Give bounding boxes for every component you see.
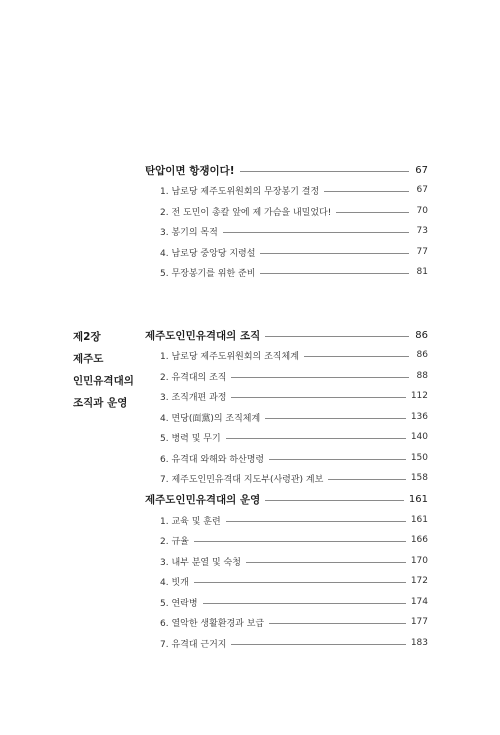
toc-entry [145,345,428,365]
toc-page-number: 112 [410,391,428,401]
leader-line [231,397,405,398]
leader-line [226,438,406,439]
toc-page-number: 150 [410,453,428,463]
toc-page-number: 174 [410,597,428,607]
toc-title: 제주도인민유격대의 운영 [145,493,261,506]
toc-title: 1. 남로당 제주도위원회의 무장봉기 결정 [160,186,320,197]
toc-page-number: 183 [410,638,428,648]
toc-title: 3. 조직개편 과정 [160,392,227,403]
leader-line [324,191,409,192]
toc-page-number: 88 [416,371,428,381]
leader-line [194,582,406,583]
toc-title: 4. 남로당 중앙당 지령설 [160,248,256,259]
toc-entry [145,180,428,200]
toc-page-number: 77 [416,247,428,257]
toc-title: 6. 열악한 생활환경과 보급 [160,618,265,629]
toc-title: 5. 무장봉기를 위한 준비 [160,268,256,279]
toc-entry [145,221,428,241]
toc-page-number: 161 [410,515,428,525]
toc-section [145,325,428,345]
toc-page-number: 177 [410,617,428,627]
leader-line [336,212,409,213]
toc-title: 제주도인민유격대의 조직 [145,329,261,342]
toc-entry [145,530,428,550]
toc-entry [145,366,428,386]
leader-line [226,521,406,522]
leader-line [328,479,406,480]
toc-entry [145,468,428,488]
toc-title: 탄압이면 항쟁이다! [145,164,235,177]
leader-line [265,500,404,501]
toc-section [145,489,428,509]
toc-title: 2. 전 도민이 총칼 앞에 제 가슴을 내밀었다! [160,207,332,218]
toc-page-number: 67 [415,164,428,176]
toc-title: 1. 교육 및 훈련 [160,516,221,527]
toc-entry [145,386,428,406]
toc-page-number: 166 [410,535,428,545]
toc-title: 1. 남로당 제주도위원회의 조직체계 [160,351,299,362]
toc-title: 4. 면당(面黨)의 조직체계 [160,413,261,424]
toc-page-number: 161 [408,493,428,505]
toc-page-number: 158 [410,473,428,483]
toc-page-number: 170 [410,556,428,566]
toc-entry [145,510,428,530]
toc-page-number: 70 [416,206,428,216]
toc-page-number: 136 [410,412,428,422]
leader-line [223,232,409,233]
toc-page-number: 81 [416,267,428,277]
chapter-heading [73,326,143,414]
leader-line [260,273,409,274]
chapter-title-line: 제주도 [73,353,104,365]
toc-title: 4. 빗개 [160,577,189,588]
toc-title: 7. 유격대 근거지 [160,639,227,650]
leader-line [246,562,406,563]
toc-entry [145,262,428,282]
toc-title: 6. 유격대 와해와 하산명령 [160,454,265,465]
toc-title: 5. 병력 및 무기 [160,433,221,444]
toc-title: 3. 봉기의 목적 [160,227,218,238]
toc-entry [145,592,428,612]
toc-title: 7. 제주도인민유격대 지도부(사령관) 계보 [160,474,324,485]
toc-entry [145,448,428,468]
toc-entry [145,201,428,221]
leader-line [203,603,406,604]
leader-line [265,418,406,419]
leader-line [304,356,409,357]
leader-line [269,623,406,624]
leader-line [269,459,406,460]
toc-entry [145,571,428,591]
toc-page-number: 86 [415,329,428,341]
toc-entry [145,612,428,632]
toc-page-number: 73 [416,226,428,236]
toc-title: 5. 연락병 [160,598,198,609]
leader-line [231,377,409,378]
chapter-title-line: 조직과 운영 [73,397,128,409]
leader-line [260,253,409,254]
leader-line [231,644,405,645]
leader-line [265,336,409,337]
toc-entry [145,242,428,262]
toc-entry [145,633,428,653]
toc-entry [145,407,428,427]
toc-title: 2. 규율 [160,536,189,547]
leader-line [240,171,409,172]
toc-page-number: 172 [410,576,428,586]
leader-line [194,541,406,542]
chapter-number: 제2장 [73,331,101,343]
toc-page-number: 86 [416,350,428,360]
toc-title: 3. 내부 분열 및 숙청 [160,557,241,568]
toc-entry [145,427,428,447]
toc-entry [145,551,428,571]
toc-section [145,160,428,180]
toc-page-number: 140 [410,432,428,442]
chapter-title-line: 인민유격대의 [73,375,134,387]
toc-title: 2. 유격대의 조직 [160,372,227,383]
toc-page-number: 67 [416,185,428,195]
